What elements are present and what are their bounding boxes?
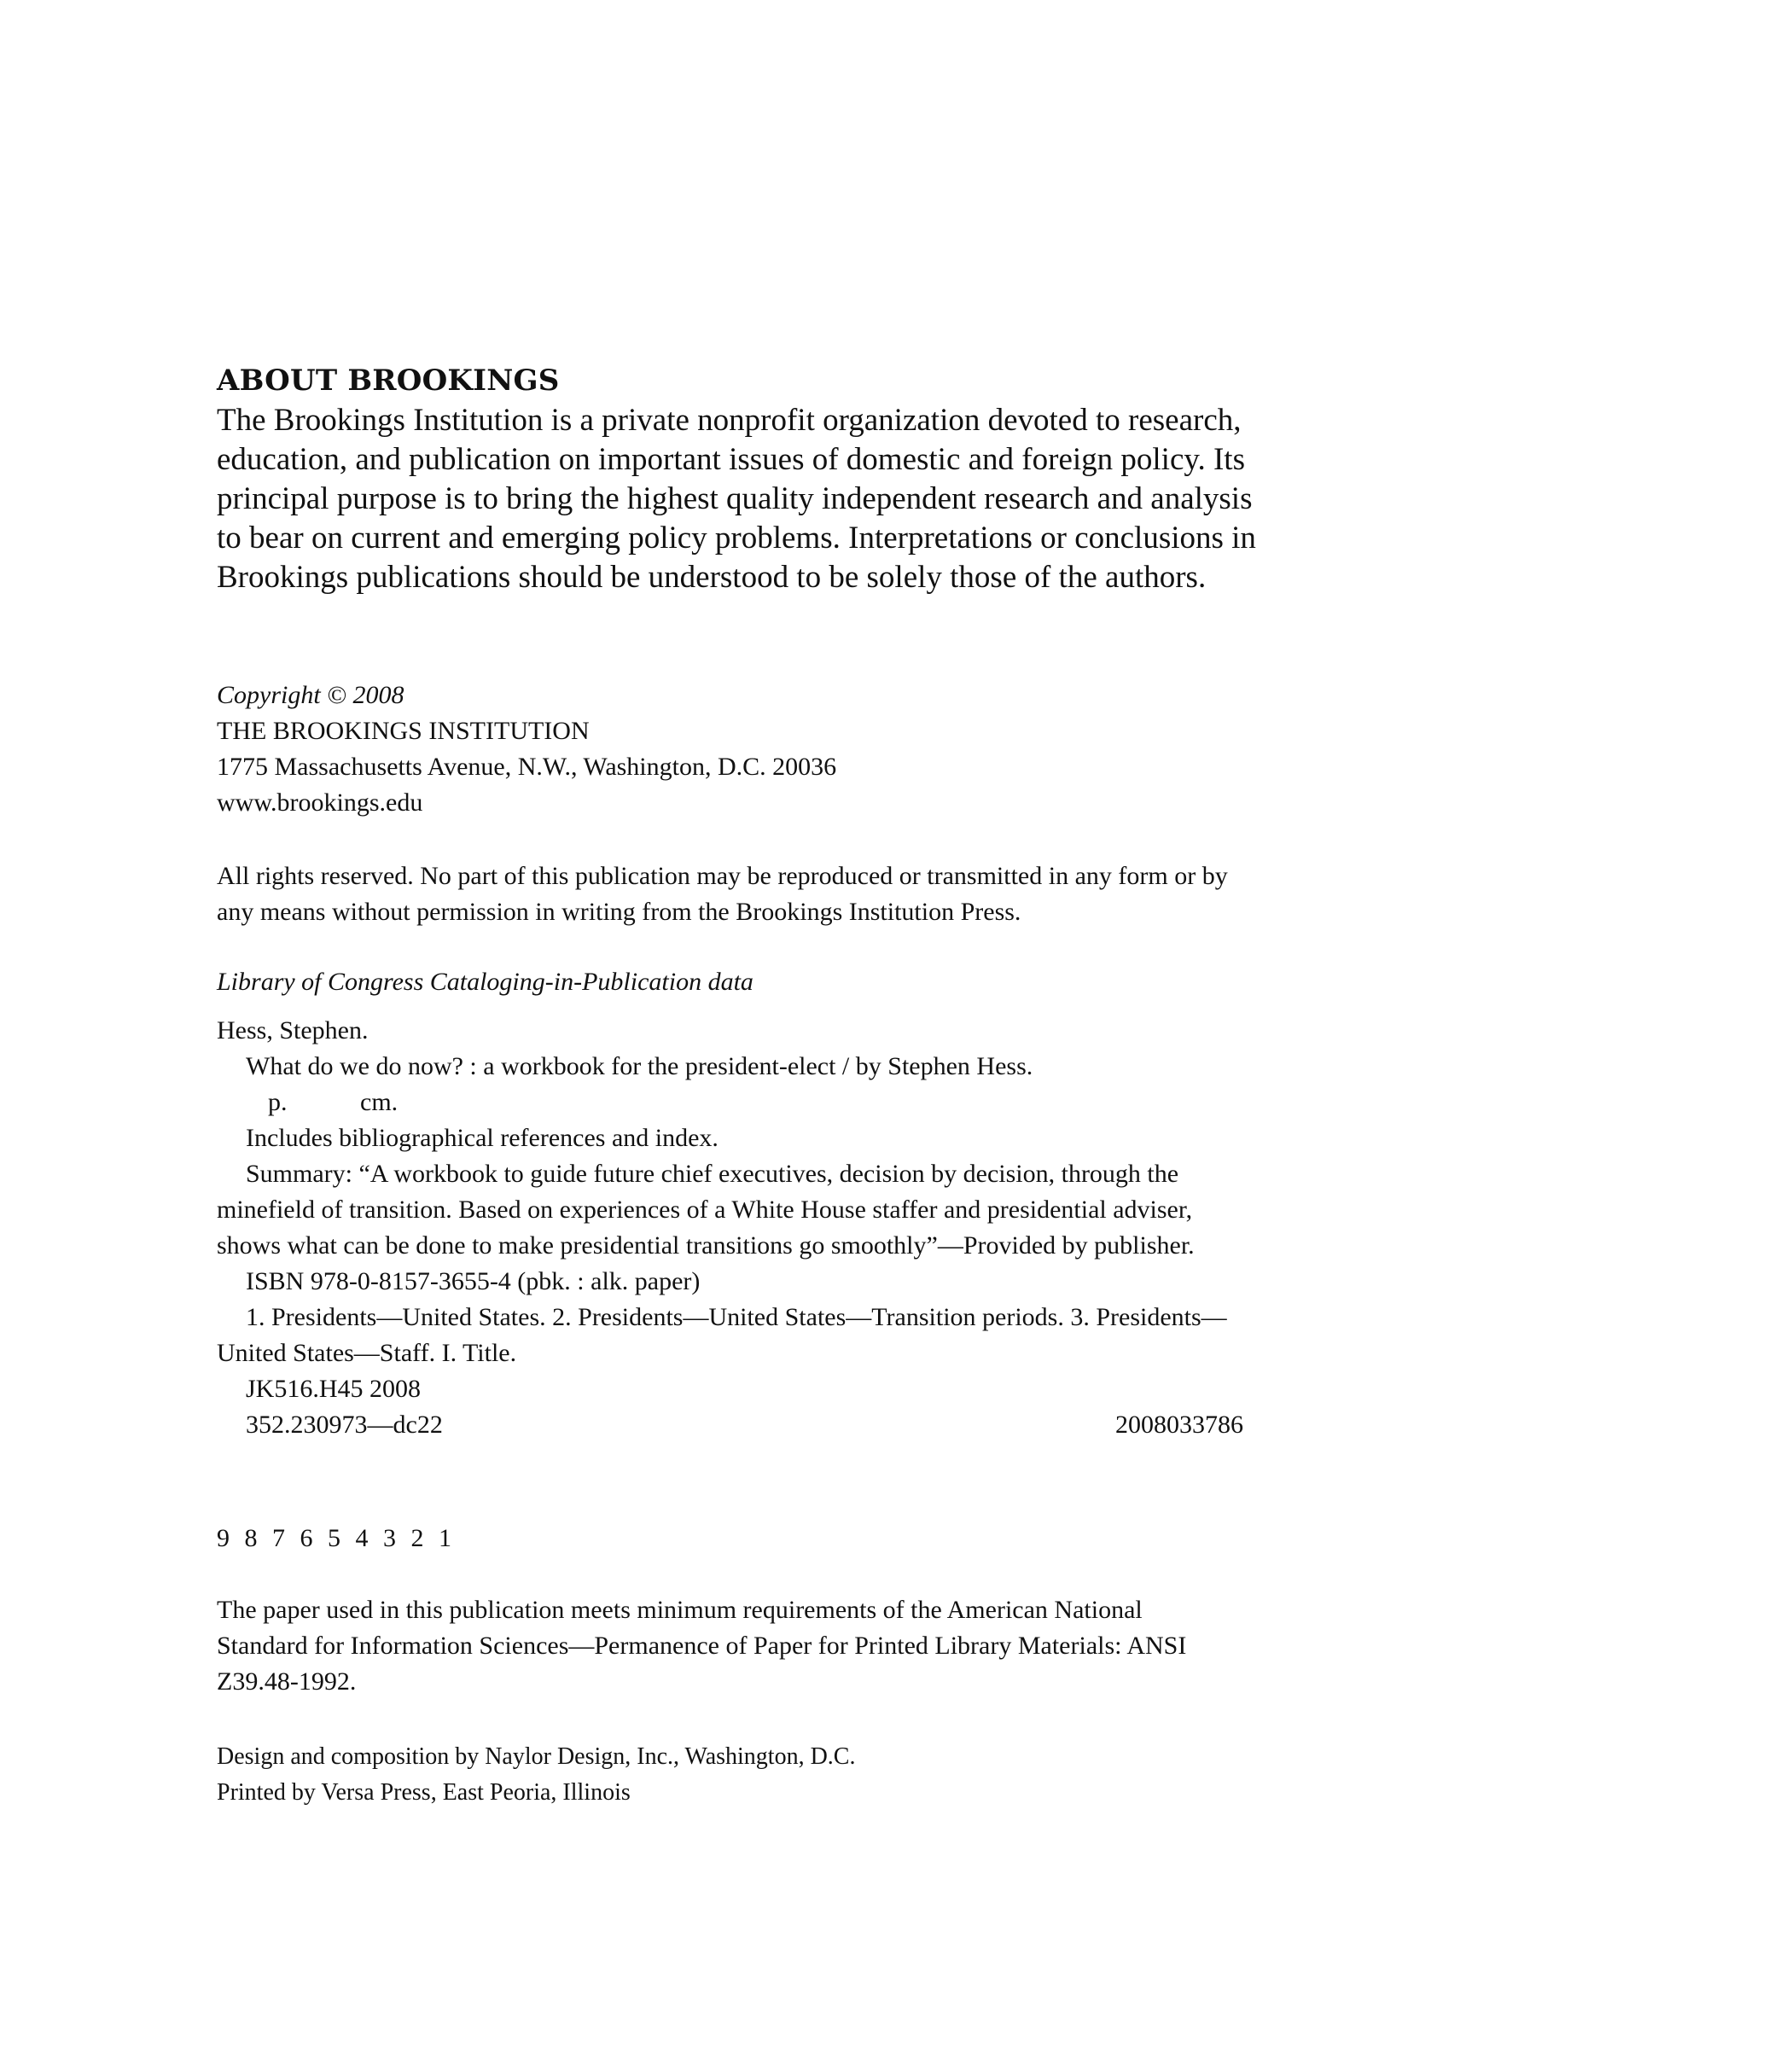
publisher-website: www.brookings.edu <box>217 788 423 817</box>
publisher-name: THE BROOKINGS INSTITUTION <box>217 717 590 745</box>
rights-statement <box>217 858 1228 930</box>
cip-dewey-row <box>217 1407 1394 1443</box>
about-heading: ABOUT BROOKINGS <box>217 364 560 398</box>
cip-summary-line: shows what can be done to make presidential transitions go smoothly”—Provided by publisher. <box>217 1231 1195 1260</box>
rights-line: any means without permission in writing from the Brookings Institution Press. <box>217 898 1021 926</box>
about-line: education, and publication on important issues of domestic and foreign policy. Its <box>217 442 1245 477</box>
rights-line: All rights reserved. No part of this publication may be reproduced or transmitted in any form or by <box>217 862 1228 890</box>
cip-summary-line: minefield of transition. Based on experiences of a White House staffer and presidential adviser, <box>217 1196 1193 1224</box>
paper-statement <box>217 1592 1186 1700</box>
cip-call-number: JK516.H45 2008 <box>246 1375 422 1403</box>
cip-pages: p. <box>268 1088 288 1116</box>
cip-dewey: 352.230973—dc22 <box>246 1411 443 1439</box>
cip-author: Hess, Stephen. <box>217 1016 369 1044</box>
cip-cm: cm. <box>360 1088 399 1116</box>
cip-lccn: 2008033786 <box>1115 1411 1243 1439</box>
about-line: Brookings publications should be understood to be solely those of the authors. <box>217 560 1207 595</box>
about-line: to bear on current and emerging policy problems. Interpretations or conclusions in <box>217 521 1256 556</box>
cip-subjects-line: United States—Staff. I. Title. <box>217 1339 517 1367</box>
about-line: principal purpose is to bring the highest quality independent research and analysis <box>217 481 1253 516</box>
copyright-block <box>217 678 836 821</box>
paper-line: Standard for Information Sciences—Permanence of Paper for Printed Library Materials: ANSI <box>217 1632 1187 1660</box>
cip-summary-line: Summary: “A workbook to guide future chief executives, decision by decision, through the <box>246 1160 1179 1188</box>
about-line: The Brookings Institution is a private nonprofit organization devoted to research, <box>217 403 1242 438</box>
cip-isbn: ISBN 978-0-8157-3655-4 (pbk. : alk. paper) <box>246 1267 701 1295</box>
cip-physical-desc <box>217 1085 1394 1120</box>
printer-credit: Printed by Versa Press, East Peoria, Illinois <box>217 1779 631 1806</box>
copyright-line: Copyright © 2008 <box>217 681 404 709</box>
about-paragraph <box>217 401 1360 597</box>
publisher-address: 1775 Massachusetts Avenue, N.W., Washington, D.C. 20036 <box>217 753 837 781</box>
paper-line: The paper used in this publication meets minimum requirements of the American National <box>217 1596 1143 1624</box>
printing-line: 9 8 7 6 5 4 3 2 1 <box>217 1524 456 1552</box>
cip-subjects-line: 1. Presidents—United States. 2. Presidents—United States—Transition periods. 3. Presidents— <box>246 1303 1227 1331</box>
design-credit: Design and composition by Naylor Design, Inc., Washington, D.C. <box>217 1743 856 1770</box>
cip-title: What do we do now? : a workbook for the president-elect / by Stephen Hess. <box>246 1052 1033 1080</box>
copyright-page <box>217 0 1667 2048</box>
cip-record <box>217 1013 1394 1443</box>
credits <box>217 1739 855 1811</box>
cip-includes: Includes bibliographical references and index. <box>246 1124 719 1152</box>
cip-heading: Library of Congress Cataloging-in-Publication data <box>217 968 753 996</box>
paper-line: Z39.48-1992. <box>217 1667 357 1696</box>
